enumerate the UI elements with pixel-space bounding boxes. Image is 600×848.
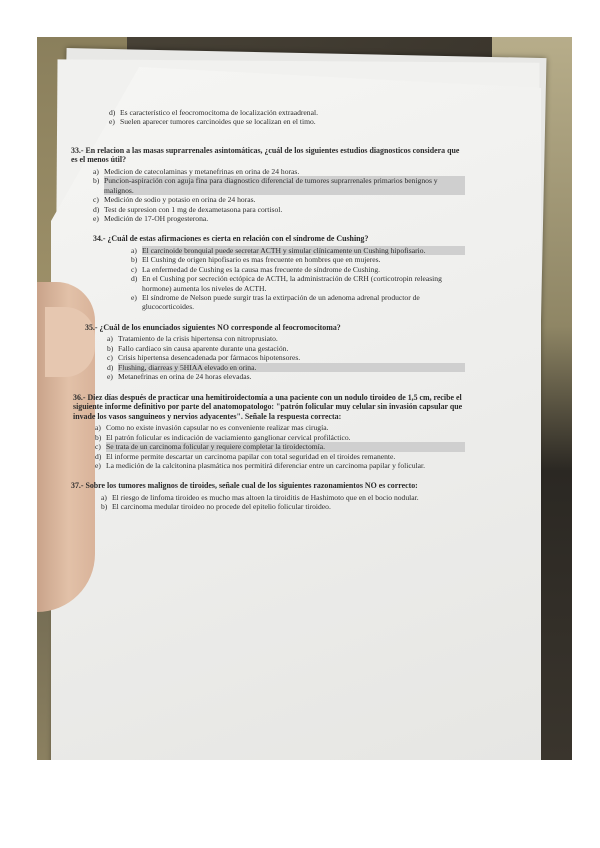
option-letter: d) [109,108,116,117]
option-letter: a) [95,423,101,433]
option-text: El carcinoma medular tiroideo no procede del epitelio folicular tiroideo. [112,502,331,512]
option [93,293,465,312]
option-text: Test de supresion con 1 mg de dexametasona para cortisol. [104,204,283,214]
option [71,493,465,502]
question-36 [73,393,465,471]
continued-question [109,108,465,127]
option [85,363,465,372]
option [109,117,465,126]
question-title: 36.- Diez días después de practicar una hemitiroidectomía a una paciente con un nodulo tiroideo de 1,5 cm, recibe el siguiente informe definitivo por parte del anatomopatologo: "patrón folicular muy celular sin invasión capsular que invade los vasos sanguineos y nervios adyacentes". Señale la respuesta correcta: [73,392,463,421]
option-letter: d) [107,362,114,372]
option [71,205,465,214]
option-text-highlighted: Puncion-aspiración con aguja fina para diagnostico diferencial de tumores suprarrenales primarios benignos y malignos. [104,176,465,195]
option-letter: d) [131,274,138,284]
exam-content [71,108,465,523]
option [73,452,465,461]
option-text-highlighted: Se trata de un carcinoma folicular y requiere completar la tiroidectomía. [106,442,465,451]
option [71,176,465,195]
option [73,461,465,470]
option [85,334,465,343]
option [71,195,465,204]
option-text: Medición de sodio y potasio en orina de 24 horas. [104,195,256,205]
option-letter: a) [93,167,99,176]
option-letter: a) [131,246,137,256]
option [71,167,465,176]
option-letter: b) [131,255,138,265]
option [93,246,465,255]
option-text: El Cushing de origen hipofisario es mas frecuente en hombres que en mujeres. [142,255,381,265]
question-title: 34.- ¿Cuál de estas afirmaciones es cierta en relación con el síndrome de Cushing? [93,234,369,244]
option [71,502,465,511]
option [73,442,465,451]
option-text: La enfermedad de Cushing es la causa mas frecuente de síndrome de Cushing. [142,264,381,274]
option-text-highlighted: El carcinoide bronquial puede secretar ACTH y simular clínicamente un Cushing hipofisario. [142,246,465,255]
option-letter: b) [93,176,100,186]
question-title: 35.- ¿Cuál de los enunciados siguientes NO corresponde al feocromocitoma? [85,322,341,332]
option [93,274,465,293]
option-text: Como no existe invasión capsular no es conveniente realizar mas cirugía. [106,423,329,433]
option-text: Es característico el feocromocitoma de localización extraadrenal. [120,108,318,117]
option-letter: c) [93,195,99,205]
option-text: El síndrome de Nelson puede surgir tras la extirpación de un adenoma adrenal productor de glucocorticoides. [142,293,420,312]
question-37 [71,481,465,511]
option-letter: d) [93,204,100,214]
option-letter: e) [131,293,137,303]
option-letter: e) [93,214,99,224]
option [109,108,465,117]
option-letter: b) [107,343,114,353]
option-text: La medición de la calcitonina plasmática nos permitirá diferenciar entre un carcinoma papilar y folicular. [106,460,426,470]
question-title: 37.- Sobre los tumores malignos de tiroides, señale cual de los siguientes razonamientos NO es correcto: [71,481,418,491]
option [71,214,465,223]
option-text: El informe permite descartar un carcinoma papilar con total seguridad en el tiroides remanente. [106,451,396,461]
option-letter: c) [107,353,113,363]
option [73,433,465,442]
option [93,255,465,264]
option [93,265,465,274]
option-letter: e) [95,460,101,470]
option [73,423,465,432]
option [85,353,465,362]
option-letter: b) [101,502,108,512]
option-letter: d) [95,451,102,461]
option-text: El riesgo de linfoma tiroideo es mucho mas altoen la tiroiditis de Hashimoto que en el bocio nodular. [112,492,419,502]
option-letter: c) [95,442,101,452]
option-text: Medicion de catecolaminas y metanefrinas en orina de 24 horas. [104,167,300,176]
option-text: Medición de 17-OH progesterona. [104,214,209,224]
option-letter: e) [107,372,113,382]
option-text: Metanefrinas en orina de 24 horas elevadas. [118,372,252,382]
option-text: Crisis hipertensa desencadenada por fármacos hipotensores. [118,353,301,363]
question-35 [85,323,465,382]
option [85,372,465,381]
option-text: Tratamiento de la crisis hipertensa con nitroprusiato. [118,334,278,344]
option-text: En el Cushing por secreción ectópica de ACTH, la administración de CRH (corticotropin releasing hormone) aumenta los niveles de ACTH. [142,274,442,293]
option-letter: c) [131,264,137,274]
option-letter: e) [109,117,115,127]
option [85,344,465,353]
option-text: Fallo cardiaco sin causa aparente durante una gestación. [118,343,289,353]
option-text: El patrón folicular es indicación de vaciamiento ganglionar cervical profiláctico. [106,432,351,442]
question-title: 33.- En relacion a las masas suprarrenales asintomáticas, ¿cuál de los siguientes estudios diagnosticos considera que es el menos útil? [71,145,460,165]
question-33 [71,146,465,224]
option-text-highlighted: Flushing, diarreas y 5HIAA elevado en orina. [118,363,465,372]
option-letter: a) [101,492,107,502]
option-letter: a) [107,334,113,344]
question-34 [93,234,465,311]
option-letter: b) [95,432,102,442]
option-text: Suelen aparecer tumores carcinoides que se localizan en el timo. [120,117,316,127]
